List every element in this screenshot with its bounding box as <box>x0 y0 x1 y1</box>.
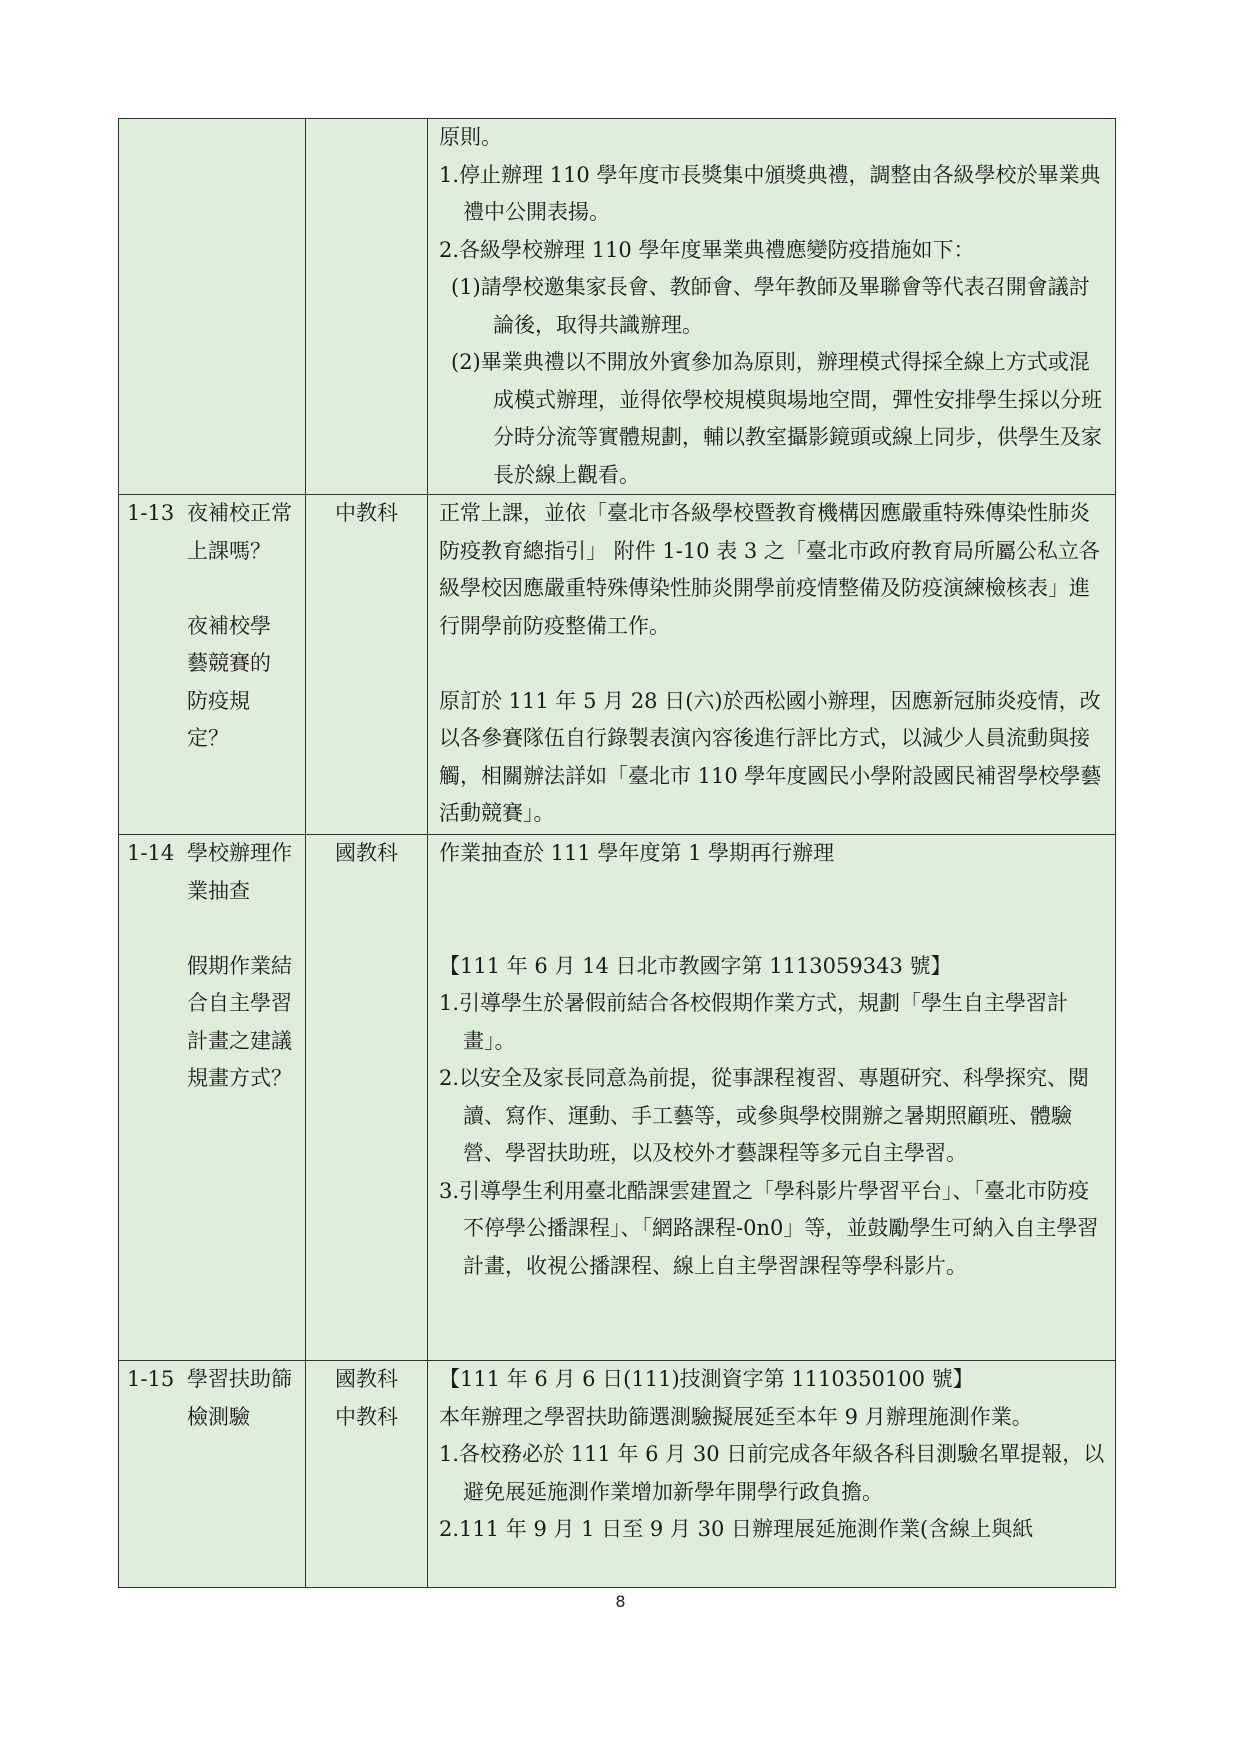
dept-cell <box>306 835 428 1361</box>
item-number: 1-15 <box>127 1367 175 1391</box>
reference-text: 【111 年 6 月 6 日(111)技測資字第 1110350100 號】 <box>439 1367 974 1391</box>
answer-item: 3.引導學生利用臺北酷課雲建置之「學科影片學習平台」、「臺北市防疫不停學公播課程」、「網路課程-0n0」等，並鼓勵學生可納入自主學習計畫，收視公播課程、線上自主學習課程等學科影片。 <box>439 1178 1099 1278</box>
question-text: 學校辦理作業抽查 <box>187 841 292 903</box>
question-text: 夜補校正常上課嗎？ <box>187 501 292 563</box>
answer-cell <box>428 119 1116 495</box>
item-number: 1-14 <box>127 841 175 865</box>
dept-label: 中教科 <box>335 501 398 525</box>
item-cell <box>119 495 306 835</box>
reference-text: 【111 年 6 月 14 日北市教國字第 1113059343 號】 <box>439 953 952 978</box>
dept-label: 中教科 <box>335 1404 398 1429</box>
answer-text: 本年辦理之學習扶助篩選測驗擬展延至本年 9 月辦理施測作業。 <box>439 1404 1033 1429</box>
table-row <box>119 495 1116 835</box>
dept-cell <box>306 1361 428 1588</box>
dept-label: 國教科 <box>335 1367 398 1391</box>
answer-item: 1.各校務必於 111 年 6 月 30 日前完成各年級各科目測驗名單提報，以避免展延施測作業增加新學年開學行政負擔。 <box>439 1442 1105 1504</box>
answer-item: 2.以安全及家長同意為前提，從事課程複習、專題研究、科學探究、閱讀、寫作、運動、手工藝等，或參與學校開辦之暑期照顧班、體驗營、學習扶助班，以及校外才藝課程等多元自主學習。 <box>439 1066 1090 1165</box>
answer-item: 1.停止辦理 110 學年度市長獎集中頒獎典禮，調整由各級學校於畢業典禮中公開表揚。 <box>439 162 1101 224</box>
answer-text: 正常上課，並依「臺北市各級學校暨教育機構因應嚴重特殊傳染性肺炎防疫教育總指引」 附件 1-10 表 3 之「臺北市政府教育局所屬公私立各級學校因應嚴重特殊傳染性肺炎開學前疫情整備及防疫演練檢核表」進行開學前防疫整備工作。 <box>439 501 1100 638</box>
answer-cell <box>428 835 1116 1361</box>
page-number: 8 <box>615 1592 626 1611</box>
table-row <box>119 119 1116 495</box>
item-number: 1-13 <box>127 501 175 525</box>
answer-subitem: (2)畢業典禮以不開放外賓參加為原則，辦理模式得採全線上方式或混成模式辦理，並得依學校規模與場地空間，彈性安排學生採以分班分時分流等實體規劃，輔以教室攝影鏡頭或線上同步，供學生及家長於線上觀看。 <box>451 350 1102 487</box>
item-cell <box>119 119 306 495</box>
table-row <box>119 835 1116 1361</box>
item-cell <box>119 1361 306 1588</box>
answer-item: 2.111 年 9 月 1 日至 9 月 30 日辦理展延施測作業(含線上與紙 <box>439 1517 1034 1541</box>
answer-item: 2.各級學校辦理 110 學年度畢業典禮應變防疫措施如下： <box>439 237 975 262</box>
answer-text: 原則。 <box>439 125 502 149</box>
document-table <box>118 118 1116 1588</box>
answer-item: 1.引導學生於暑假前結合各校假期作業方式，規劃「學生自主學習計畫」。 <box>439 991 1069 1053</box>
question-text: 夜補校學藝競賽的防疫規定？ <box>187 613 271 750</box>
answer-cell <box>428 495 1116 835</box>
dept-cell <box>306 119 428 495</box>
table-row <box>119 1361 1116 1588</box>
dept-label: 國教科 <box>335 841 398 865</box>
answer-subitem: (1)請學校邀集家長會、教師會、學年教師及畢聯會等代表召開會議討論後，取得共識辦理。 <box>451 275 1090 337</box>
item-cell <box>119 835 306 1361</box>
answer-text: 原訂於 111 年 5 月 28 日(六)於西松國小辦理，因應新冠肺炎疫情，改以各參賽隊伍自行錄製表演內容後進行評比方式，以減少人員流動與接觸，相關辦法詳如「臺北市 110 學年度國民小學附設國民補習學校學藝活動競賽」。 <box>439 688 1102 825</box>
answer-text: 作業抽查於 111 學年度第 1 學期再行辦理 <box>439 841 835 865</box>
answer-cell <box>428 1361 1116 1588</box>
dept-cell <box>306 495 428 835</box>
question-text: 學習扶助篩檢測驗 <box>187 1367 292 1429</box>
question-text: 假期作業結合自主學習計畫之建議規畫方式？ <box>187 953 292 1090</box>
